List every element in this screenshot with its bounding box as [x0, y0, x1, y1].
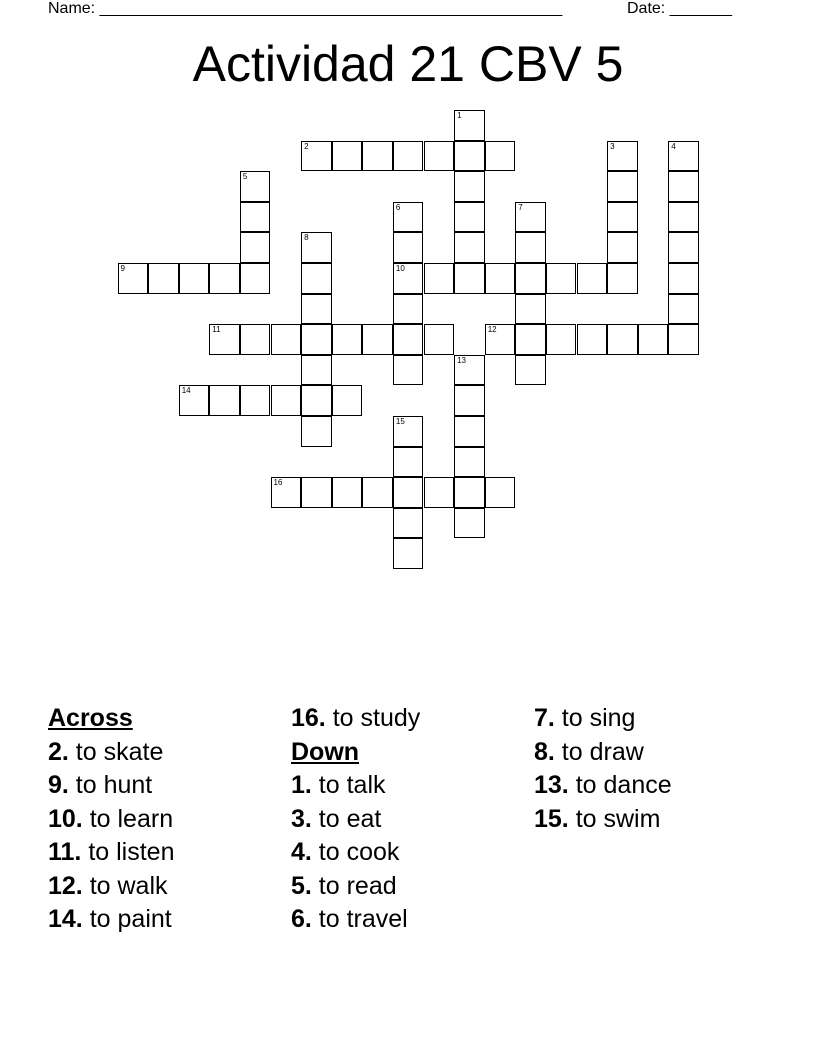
clue-item	[48, 803, 174, 837]
clue-item	[48, 870, 174, 904]
clue-item	[291, 870, 420, 904]
crossword-cell[interactable]	[515, 202, 546, 233]
crossword-cell[interactable]	[209, 263, 240, 294]
crossword-cell[interactable]	[607, 324, 638, 355]
crossword-cell[interactable]	[301, 141, 332, 172]
crossword-cell[interactable]	[301, 385, 332, 416]
crossword-cell[interactable]	[332, 477, 363, 508]
crossword-cell[interactable]	[668, 294, 699, 325]
clue-item-number: 16.	[291, 704, 326, 732]
crossword-cell[interactable]	[454, 355, 485, 386]
clue-item	[291, 803, 420, 837]
clue-item-number: 6.	[291, 905, 312, 933]
crossword-cell[interactable]	[515, 232, 546, 263]
clue-number: 14	[181, 386, 191, 396]
crossword-cell[interactable]	[301, 416, 332, 447]
crossword-cell[interactable]	[668, 324, 699, 355]
crossword-cell[interactable]	[515, 324, 546, 355]
crossword-cell[interactable]	[546, 324, 577, 355]
crossword-cell[interactable]	[179, 263, 210, 294]
clue-column-1	[48, 702, 174, 937]
worksheet-title: Actividad 21 CBV 5	[192, 36, 624, 92]
crossword-cell[interactable]	[515, 355, 546, 386]
clue-number: 1	[457, 111, 462, 120]
clue-number: 13	[457, 355, 466, 365]
crossword-cell[interactable]	[271, 385, 302, 416]
clue-number: 11	[212, 325, 221, 335]
crossword-cell[interactable]	[393, 324, 424, 355]
clue-item-number: 11.	[48, 838, 82, 866]
clue-item-text: to skate	[68, 737, 164, 766]
clue-number: 9	[120, 264, 125, 273]
crossword-cell[interactable]	[393, 355, 424, 386]
clue-section-heading: Across	[48, 704, 133, 732]
clue-number: 5	[242, 172, 248, 182]
clue-item-text: to walk	[82, 871, 168, 900]
crossword-cell[interactable]	[148, 263, 179, 294]
crossword-cell[interactable]	[424, 477, 455, 508]
clue-item-number: 10.	[48, 804, 83, 833]
clue-item	[48, 836, 174, 870]
crossword-cell[interactable]	[638, 324, 669, 355]
crossword-cell[interactable]	[668, 232, 699, 263]
crossword-cell[interactable]	[362, 324, 393, 355]
crossword-cell[interactable]	[209, 324, 240, 355]
clue-item-number: 13.	[534, 771, 569, 799]
clue-item-text: to paint	[82, 905, 172, 933]
clue-number: 3	[610, 141, 615, 151]
clue-number: 8	[304, 233, 309, 243]
crossword-cell[interactable]	[454, 416, 485, 447]
clue-item-text: to listen	[81, 838, 175, 866]
crossword-cell[interactable]	[393, 508, 424, 539]
clue-item	[291, 836, 420, 870]
crossword-cell[interactable]	[607, 141, 638, 172]
crossword-cell[interactable]	[362, 141, 393, 172]
crossword-cell[interactable]	[179, 385, 210, 416]
crossword-cell[interactable]	[485, 141, 516, 172]
clue-item-text: to hunt	[68, 771, 153, 799]
crossword-cell[interactable]	[454, 447, 485, 478]
crossword-cell[interactable]	[332, 324, 363, 355]
crossword-cell[interactable]	[454, 232, 485, 263]
crossword-cell[interactable]	[424, 324, 455, 355]
crossword-cell[interactable]	[607, 202, 638, 233]
crossword-cell[interactable]	[301, 355, 332, 386]
crossword-cell[interactable]	[393, 202, 424, 233]
crossword-cell[interactable]	[546, 263, 577, 294]
crossword-cell[interactable]	[668, 141, 699, 172]
crossword-cell[interactable]	[454, 263, 485, 294]
clue-item-number: 2.	[48, 737, 69, 766]
clue-item	[534, 736, 672, 770]
clue-number: 15	[395, 417, 405, 426]
crossword-cell[interactable]	[485, 324, 516, 355]
crossword-cell[interactable]	[668, 263, 699, 294]
clue-item-number: 8.	[534, 737, 555, 766]
crossword-cell[interactable]	[393, 294, 424, 325]
crossword-cell[interactable]	[454, 202, 485, 233]
crossword-cell[interactable]	[424, 263, 455, 294]
crossword-cell[interactable]	[240, 202, 271, 233]
clue-item-text: to eat	[311, 804, 382, 833]
clue-item-text: to travel	[311, 905, 408, 933]
clue-item	[291, 769, 420, 803]
crossword-cell[interactable]	[362, 477, 393, 508]
crossword-cell[interactable]	[240, 324, 271, 355]
crossword-cell[interactable]	[240, 263, 271, 294]
clue-item-number: 15.	[534, 804, 569, 833]
clue-number: 7	[518, 202, 523, 212]
clue-number: 16	[273, 478, 283, 488]
crossword-cell[interactable]	[515, 263, 546, 294]
crossword-cell[interactable]	[393, 263, 424, 294]
clue-column-3	[534, 702, 672, 836]
crossword-cell[interactable]	[393, 232, 424, 263]
crossword-cell[interactable]	[271, 324, 302, 355]
crossword-cell[interactable]	[668, 202, 699, 233]
clue-number: 6	[395, 202, 401, 212]
crossword-cell[interactable]	[301, 263, 332, 294]
clue-item-text: to study	[325, 704, 421, 732]
crossword-cell[interactable]	[577, 324, 608, 355]
crossword-cell[interactable]	[332, 141, 363, 172]
crossword-cell[interactable]	[393, 416, 424, 447]
clue-item-text: to dance	[568, 771, 672, 799]
crossword-cell[interactable]	[607, 263, 638, 294]
crossword-cell[interactable]	[454, 385, 485, 416]
clue-item	[534, 803, 672, 837]
crossword-cell[interactable]	[209, 385, 240, 416]
crossword-cell[interactable]	[393, 141, 424, 172]
crossword-cell[interactable]	[607, 232, 638, 263]
crossword-cell[interactable]	[668, 171, 699, 202]
clue-item-text: to read	[311, 871, 397, 900]
clue-item	[534, 769, 672, 803]
crossword-cell[interactable]	[393, 538, 424, 569]
clue-item	[48, 769, 174, 803]
clue-item	[48, 903, 174, 937]
clue-item	[48, 736, 174, 770]
clue-column-2	[291, 702, 420, 937]
date-field-label: Date: _______	[627, 0, 732, 17]
crossword-cell[interactable]	[454, 477, 485, 508]
crossword-cell[interactable]	[118, 263, 149, 294]
crossword-cell[interactable]	[454, 508, 485, 539]
crossword-cell[interactable]	[301, 324, 332, 355]
crossword-cell[interactable]	[454, 110, 485, 141]
crossword-cell[interactable]	[240, 171, 271, 202]
crossword-cell[interactable]	[240, 385, 271, 416]
clue-number: 12	[487, 325, 497, 335]
crossword-cell[interactable]	[332, 385, 363, 416]
clue-item-number: 4.	[291, 838, 312, 866]
clue-item-text: to sing	[554, 704, 636, 732]
crossword-cell[interactable]	[301, 477, 332, 508]
name-field-label: Name: ____________________________________________________	[48, 0, 563, 17]
clue-item	[291, 702, 420, 736]
clue-item-number: 1.	[291, 771, 312, 799]
crossword-cell[interactable]	[240, 232, 271, 263]
clue-item-number: 3.	[291, 804, 312, 833]
crossword-cell[interactable]	[393, 447, 424, 478]
clue-item-number: 5.	[291, 871, 312, 900]
crossword-cell[interactable]	[485, 477, 516, 508]
crossword-cell[interactable]	[577, 263, 608, 294]
crossword-cell[interactable]	[301, 294, 332, 325]
clue-item-text: to swim	[568, 804, 661, 833]
clue-item-number: 12.	[48, 871, 83, 900]
clue-number: 10	[395, 264, 405, 273]
crossword-cell[interactable]	[424, 141, 455, 172]
clue-item-text: to learn	[82, 804, 174, 833]
clue-number: 2	[304, 141, 309, 151]
clue-section-heading: Down	[291, 737, 360, 766]
clue-item	[534, 702, 672, 736]
crossword-cell[interactable]	[393, 477, 424, 508]
crossword-cell[interactable]	[515, 294, 546, 325]
crossword-cell[interactable]	[301, 232, 332, 263]
clue-item	[291, 903, 420, 937]
clue-item-text: to talk	[311, 771, 386, 799]
crossword-cell[interactable]	[271, 477, 302, 508]
crossword-cell[interactable]	[607, 171, 638, 202]
crossword-cell[interactable]	[454, 171, 485, 202]
clue-item-number: 7.	[534, 704, 555, 732]
crossword-cell[interactable]	[454, 141, 485, 172]
clue-item-text: to cook	[311, 838, 400, 866]
clue-item-number: 9.	[48, 771, 69, 799]
clue-number: 4	[671, 141, 676, 151]
clue-item-text: to draw	[554, 737, 644, 766]
clue-item-number: 14.	[48, 905, 83, 933]
crossword-cell[interactable]	[485, 263, 516, 294]
